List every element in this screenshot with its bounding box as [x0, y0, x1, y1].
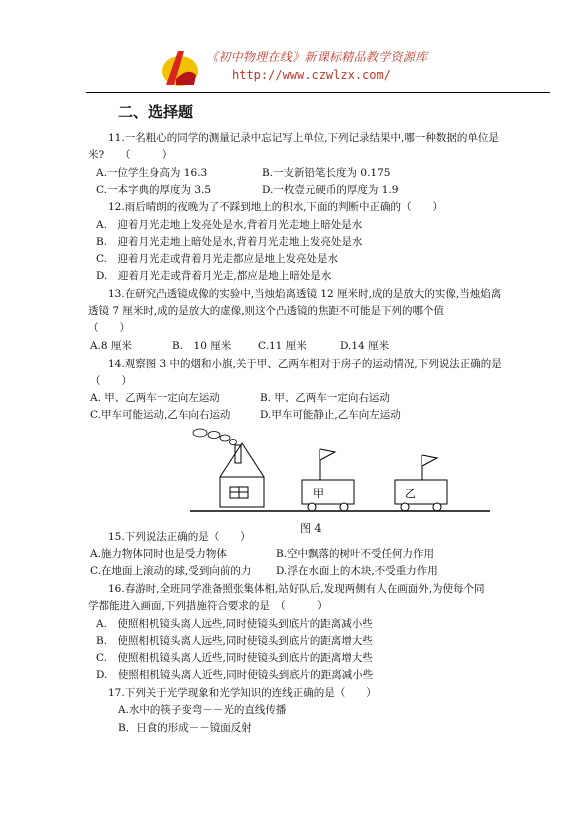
- house-icon: [220, 443, 264, 507]
- car-yi-icon: [395, 455, 447, 511]
- q13-stem-line1: 13.在研究凸透镜成像的实验中,当烛焰离透镜 12 厘米时,成的是放大的实像,当烛焰离: [108, 288, 502, 300]
- q13-option-d: D.14 厘米: [340, 340, 390, 352]
- q12-option-c: C. 迎着月光走或背着月光走都应是地上发亮处是水: [96, 253, 338, 265]
- car-yi-label: 乙: [405, 487, 416, 500]
- q16-stem-line1: 16.春游时,全班同学准备照张集体相,站好队后,发现两侧有人在画面外,为使每个同: [108, 583, 485, 595]
- site-banner-title: 《初中物理在线》新课标精品教学资源库: [206, 50, 428, 64]
- q15-option-c: C.在地面上滚动的球,受到向前的力: [90, 565, 252, 577]
- q16-option-d: D. 使照相机镜头离人近些,同时使镜头到底片的距离减小些: [96, 669, 374, 681]
- q13-option-b: B. 10 厘米: [172, 340, 232, 352]
- car-jia-label: 甲: [313, 487, 324, 500]
- header-divider: [86, 92, 550, 93]
- section-title: 二、选择题: [118, 103, 194, 121]
- q12-option-d: D. 迎着月光走或背着月光走,都应是地上暗处是水: [96, 270, 332, 282]
- q16-option-b: B. 使照相机镜头离人远些,同时使镜头到底片的距离增大些: [96, 635, 373, 647]
- figure-4-diagram: [190, 425, 490, 517]
- q11-option-a: A.一位学生身高为 16.3: [96, 167, 208, 179]
- q14-option-b: B. 甲、乙两车一定向右运动: [260, 392, 390, 404]
- q14-option-a: A. 甲、乙两车一定向左运动: [90, 392, 220, 404]
- q14-option-d: D.甲车可能静止,乙车向左运动: [260, 409, 401, 421]
- q14-stem-line2: （ ）: [90, 375, 132, 387]
- q15-option-b: B.空中飘落的树叶不受任何力作用: [276, 548, 435, 560]
- figure-caption: 图 4: [300, 522, 322, 535]
- q11-option-c: C.一本字典的厚度为 3.5: [96, 184, 212, 196]
- q17-stem: 17.下列关于光学现象和光学知识的连线正确的是（ ）: [108, 687, 377, 699]
- q11-option-b: B.一支新铅笔长度为 0.175: [262, 167, 391, 179]
- q14-option-c: C.甲车可能运动,乙车向右运动: [90, 409, 231, 421]
- site-url[interactable]: http://www.czwlzx.com/: [232, 68, 391, 82]
- q16-option-a: A. 使照相机镜头离人远些,同时使镜头到底片的距离减小些: [96, 618, 373, 630]
- q17-option-b: B．日食的形成－－镜面反射: [118, 722, 252, 734]
- site-logo-icon: [160, 45, 200, 89]
- car-jia-icon: [302, 449, 354, 511]
- q15-option-a: A.施力物体同时也是受力物体: [90, 548, 227, 560]
- q16-option-c: C. 使照相机镜头离人近些,同时使镜头到底片的距离增大些: [96, 652, 373, 664]
- q17-option-a: A.水中的筷子变弯－－光的直线传播: [118, 704, 287, 716]
- q13-option-c: C.11 厘米: [258, 340, 307, 352]
- q12-stem: 12.雨后晴朗的夜晚为了不踩到地上的积水,下面的判断中正确的（ ）: [108, 201, 444, 213]
- q11-stem-line2: 米? （ ）: [88, 149, 173, 161]
- q16-stem-line2: 学都能进入画面,下列措施符合要求的是 （ ）: [88, 600, 328, 612]
- q13-stem-line2: 透镜 7 厘米时,成的是放大的虚像,则这个凸透镜的焦距不可能是下列的哪个值: [88, 305, 445, 317]
- q11-option-d: D.一枚壹元硬币的厚度为 1.9: [262, 184, 399, 196]
- smoke-icon: [193, 429, 237, 445]
- q11-stem-line1: 11.一名粗心的同学的测量记录中忘记写上单位,下列记录结果中,哪一种数据的单位是: [108, 132, 499, 144]
- q12-option-b: B. 迎着月光走地上暗处是水,背着月光走地上发亮处是水: [96, 236, 363, 248]
- q13-stem-line3: （ ）: [88, 322, 130, 334]
- q12-option-a: A. 迎着月光走地上发亮处是水,背着月光走地上暗处是水: [96, 219, 363, 231]
- q14-stem-line1: 14.观察图 3 中的烟和小旗,关于甲、乙两车相对于房子的运动情况,下列说法正确的是: [108, 358, 502, 370]
- q15-stem: 15.下列说法正确的是（ ）: [108, 531, 251, 543]
- q13-option-a: A.8 厘米: [90, 340, 132, 352]
- q15-option-d: D.浮在水面上的木块,不受重力作用: [276, 565, 438, 577]
